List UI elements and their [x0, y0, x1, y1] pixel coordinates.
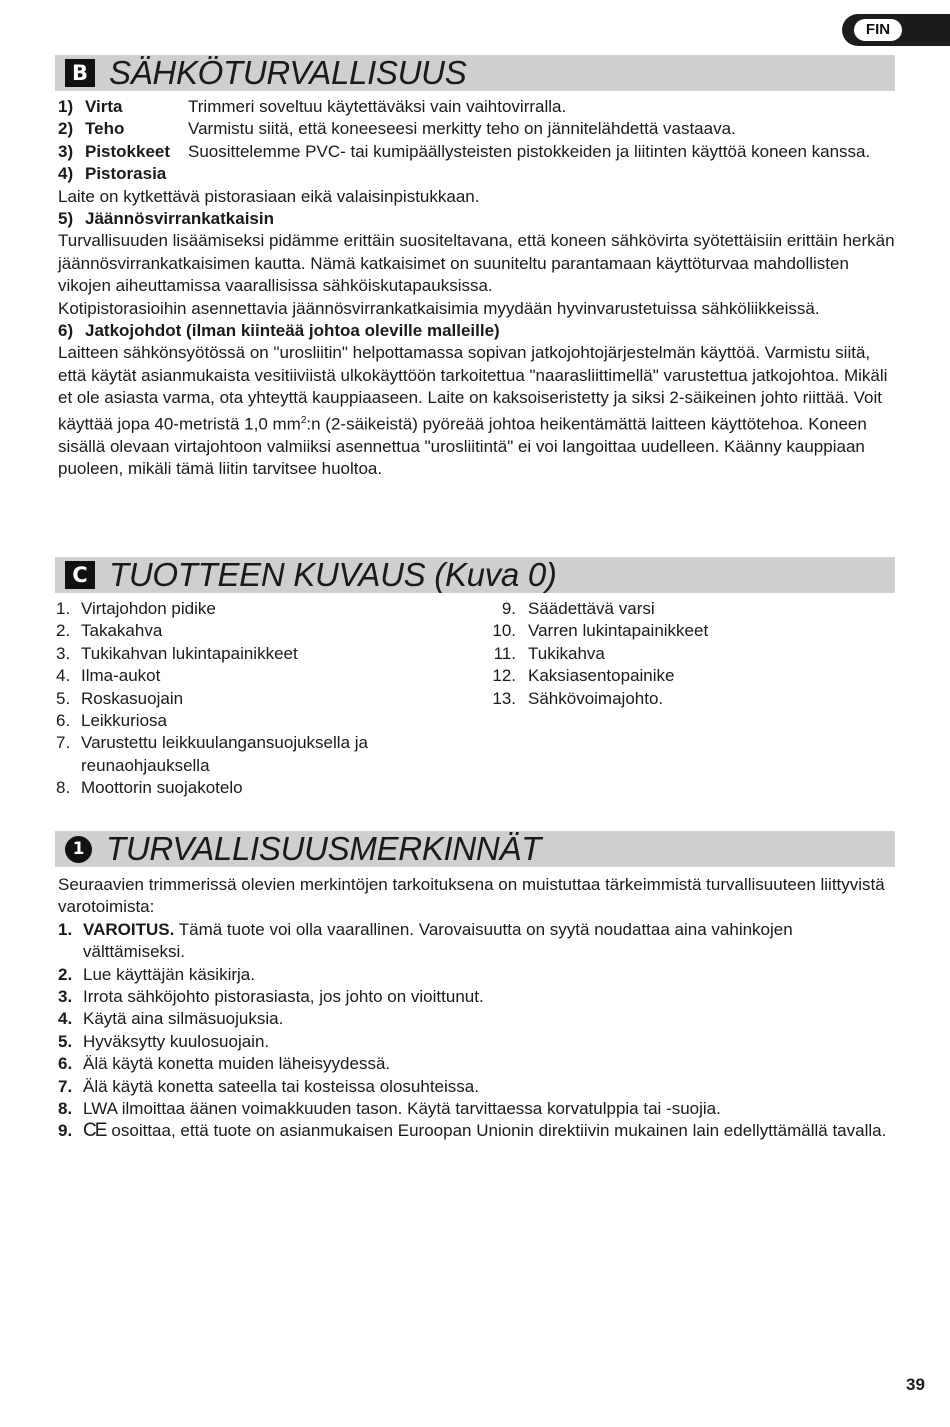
list-item: [56, 777, 416, 799]
list-text: Varustettu leikkuulangansuojuksella ja reunaohjauksella: [81, 733, 368, 775]
rcd-text: Turvallisuuden lisäämiseksi pidämme erittäin suositeltavana, että koneen sähkövirta syötettäisiin erittäin herkän jäännösvirrankatkaisimen kautta. Nämä katkaisimet on suuniteltu parantamaan käyttöturvaa mahdollisten vikojen aiheuttamissa vaarallisissa sähköiskutapauksissa.: [58, 231, 895, 296]
spec-text: Varmistu siitä, että koneeseesi merkitty teho on jännitelähdettä vastaava.: [188, 119, 736, 139]
spec-num: 1): [58, 97, 74, 116]
safety-intro: Seuraavien trimmerissä olevien merkintöjen tarkoituksena on muistuttaa tärkeimmistä turvallisuuteen liittyvistä varotoimista:: [58, 875, 885, 917]
list-text: Moottorin suojakotelo: [81, 778, 243, 798]
safety-num: 8.: [58, 1099, 73, 1119]
language-label: FIN: [854, 19, 902, 41]
safety-text: Tämä tuote voi olla vaarallinen. Varovaisuutta on syytä noudattaa aina vahinkojen välttämiseksi.: [83, 919, 793, 962]
safety-text: LWA ilmoittaa äänen voimakkuuden tason. Käytä tarvittaessa korvatulppia tai -suojia.: [83, 1099, 721, 1119]
list-text: Takakahva: [81, 621, 163, 641]
safety-num: 2.: [58, 964, 73, 984]
list-item: [482, 688, 882, 710]
section-1-body: [58, 874, 888, 1143]
section-c-letter: C: [65, 561, 95, 589]
sub-num: 6): [58, 321, 74, 341]
list-text: Virtajohdon pidike: [81, 599, 216, 618]
spec-term: Pistokkeet: [85, 141, 171, 161]
safety-num: 1.: [58, 919, 73, 939]
language-tab: [842, 14, 950, 46]
list-num: 2.: [56, 621, 71, 641]
safety-text: Lue käyttäjän käsikirja.: [83, 964, 255, 984]
extension-heading: [58, 320, 898, 342]
safety-text: Käytä aina silmäsuojuksia.: [83, 1009, 284, 1029]
list-item: [56, 665, 416, 687]
sub-title: Jäännösvirrankatkaisin: [85, 209, 274, 229]
list-text: Kaksiasentopainike: [528, 666, 675, 686]
safety-item: [58, 1031, 888, 1053]
list-num: 11.: [493, 643, 516, 663]
safety-num: 4.: [58, 1009, 73, 1029]
list-num: 3.: [56, 643, 71, 663]
list-item: [56, 620, 416, 642]
sub-num: 5): [58, 209, 74, 229]
safety-text: Hyväksytty kuulosuojain.: [83, 1031, 270, 1051]
list-num: 10.: [492, 621, 516, 641]
safety-item: [58, 1008, 888, 1030]
section-1-title: TURVALLISUUSMERKINNÄT: [106, 830, 542, 867]
rcd-heading: [58, 208, 898, 230]
list-text: Tukikahva: [528, 643, 605, 663]
list-item: [482, 643, 882, 665]
section-b-title: SÄHKÖTURVALLISUUS: [109, 54, 467, 91]
list-item: [482, 598, 882, 620]
safety-item: [58, 1053, 888, 1075]
safety-item: [58, 964, 888, 986]
extension-text: [58, 342, 898, 480]
section-b-body: [58, 96, 898, 481]
list-num: 4.: [56, 666, 71, 686]
sub-title: Pistorasia: [85, 164, 167, 184]
extension-text-a: Laitteen sähkönsyötössä on "urosliitin" helpottamassa sopivan jatkojohtojärjestelmän käyttöä. Varmistu siitä, että käytät asianmukaista vesitiiviistä ulkokäyttöön tarkoitettua "naarasliittimellä" varustettua jatkojohtoa. Mikäli et ole asiasta varma, ota yhteyttä kauppiaaseen. Laite on kaksoiseristetty ja siksi 2-säikeinen johto riittää. Voit käyttää jopa 40-metristä 1,0 mm: [58, 343, 888, 434]
safety-text: Älä käytä konetta muiden läheisyydessä.: [83, 1054, 391, 1074]
section-c-title: TUOTTEEN KUVAUS (Kuva 0): [109, 556, 557, 593]
safety-num: 7.: [58, 1076, 73, 1096]
safety-text: osoittaa, että tuote on asianmukaisen Euroopan Unionin direktiivin mukainen lain edellyttämällä tavalla.: [111, 1121, 887, 1141]
list-text: Varren lukintapainikkeet: [528, 621, 709, 641]
list-text: Sähkövoimajohto.: [528, 688, 664, 708]
section-1-header: [55, 831, 895, 867]
list-num: 7.: [56, 733, 71, 753]
spec-num: 2): [58, 119, 74, 139]
safety-item-ce: [58, 1120, 888, 1142]
list-item: [56, 688, 416, 710]
ce-mark-icon: CE: [83, 1120, 106, 1142]
pistorasia-text: Laite on kytkettävä pistorasiaan eikä valaisinpistukkaan.: [58, 186, 480, 206]
spec-term: Teho: [85, 119, 125, 139]
list-item: [56, 732, 416, 777]
spec-term: Virta: [85, 97, 123, 116]
safety-item: [58, 919, 888, 964]
list-num: 13.: [492, 688, 516, 708]
list-item: [56, 710, 416, 732]
extension-text-b: :n (2-säikeistä) pyöreää johtoa heikentämättä laitteen käyttötehoa. Koneen sisällä olevaan virtajohtoon valmiiksi asennettua "urosliitintä" ei voi langoittaa uudelleen. Käänny kauppiaan puoleen, mikäli tämä liitin tarvitsee huoltoa.: [58, 414, 867, 479]
safety-bold: VAROITUS.: [83, 919, 175, 939]
page-number: 39: [906, 1375, 925, 1394]
list-text: Roskasuojain: [81, 688, 184, 708]
list-num: 9.: [501, 599, 516, 618]
pistorasia-heading: [58, 163, 898, 185]
superscript-2: 2: [300, 414, 307, 426]
list-text: Tukikahvan lukintapainikkeet: [81, 643, 298, 663]
safety-item: [58, 1076, 888, 1098]
section-b-header: [55, 55, 895, 91]
safety-item: [58, 1098, 888, 1120]
parts-list-right: [482, 598, 882, 710]
section-b-letter: B: [65, 59, 95, 87]
list-num: 1.: [56, 599, 71, 618]
list-item: [482, 665, 882, 687]
parts-list-left: [56, 598, 416, 800]
safety-item: [58, 986, 888, 1008]
safety-text: Älä käytä konetta sateella tai kosteissa olosuhteissa.: [83, 1076, 479, 1096]
section-1-number: 1: [65, 836, 92, 863]
safety-num: 3.: [58, 987, 73, 1007]
section-c-header: [55, 557, 895, 593]
list-num: 6.: [56, 711, 71, 731]
spec-row-pistokkeet: [58, 141, 898, 163]
rcd-text-2: Kotipistorasioihin asennettavia jäännösvirrankatkaisimia myydään hyvinvarustetuissa sähköliikkeissä.: [58, 298, 820, 318]
safety-num: 9.: [58, 1121, 73, 1141]
list-num: 8.: [56, 778, 71, 798]
safety-num: 5.: [58, 1031, 73, 1051]
list-text: Leikkuriosa: [81, 711, 167, 731]
list-text: Ilma-aukot: [81, 666, 161, 686]
list-item: [56, 643, 416, 665]
spec-text: Suosittelemme PVC- tai kumipäällysteisten pistokkeiden ja liitinten käyttöä koneen kanssa.: [188, 141, 871, 161]
sub-num: 4): [58, 164, 74, 184]
safety-text: Irrota sähköjohto pistorasiasta, jos johto on vioittunut.: [83, 987, 484, 1007]
list-item: [56, 598, 416, 620]
list-text: Säädettävä varsi: [528, 599, 655, 618]
spec-row-teho: [58, 118, 898, 140]
safety-num: 6.: [58, 1054, 73, 1074]
spec-text: Trimmeri soveltuu käytettäväksi vain vaihtovirralla.: [188, 97, 567, 116]
list-num: 5.: [56, 688, 71, 708]
sub-title: Jatkojohdot (ilman kiinteää johtoa oleville malleille): [85, 321, 500, 341]
spec-num: 3): [58, 141, 74, 161]
list-item: [482, 620, 882, 642]
spec-row-virta: [58, 96, 898, 118]
list-num: 12.: [492, 666, 516, 686]
